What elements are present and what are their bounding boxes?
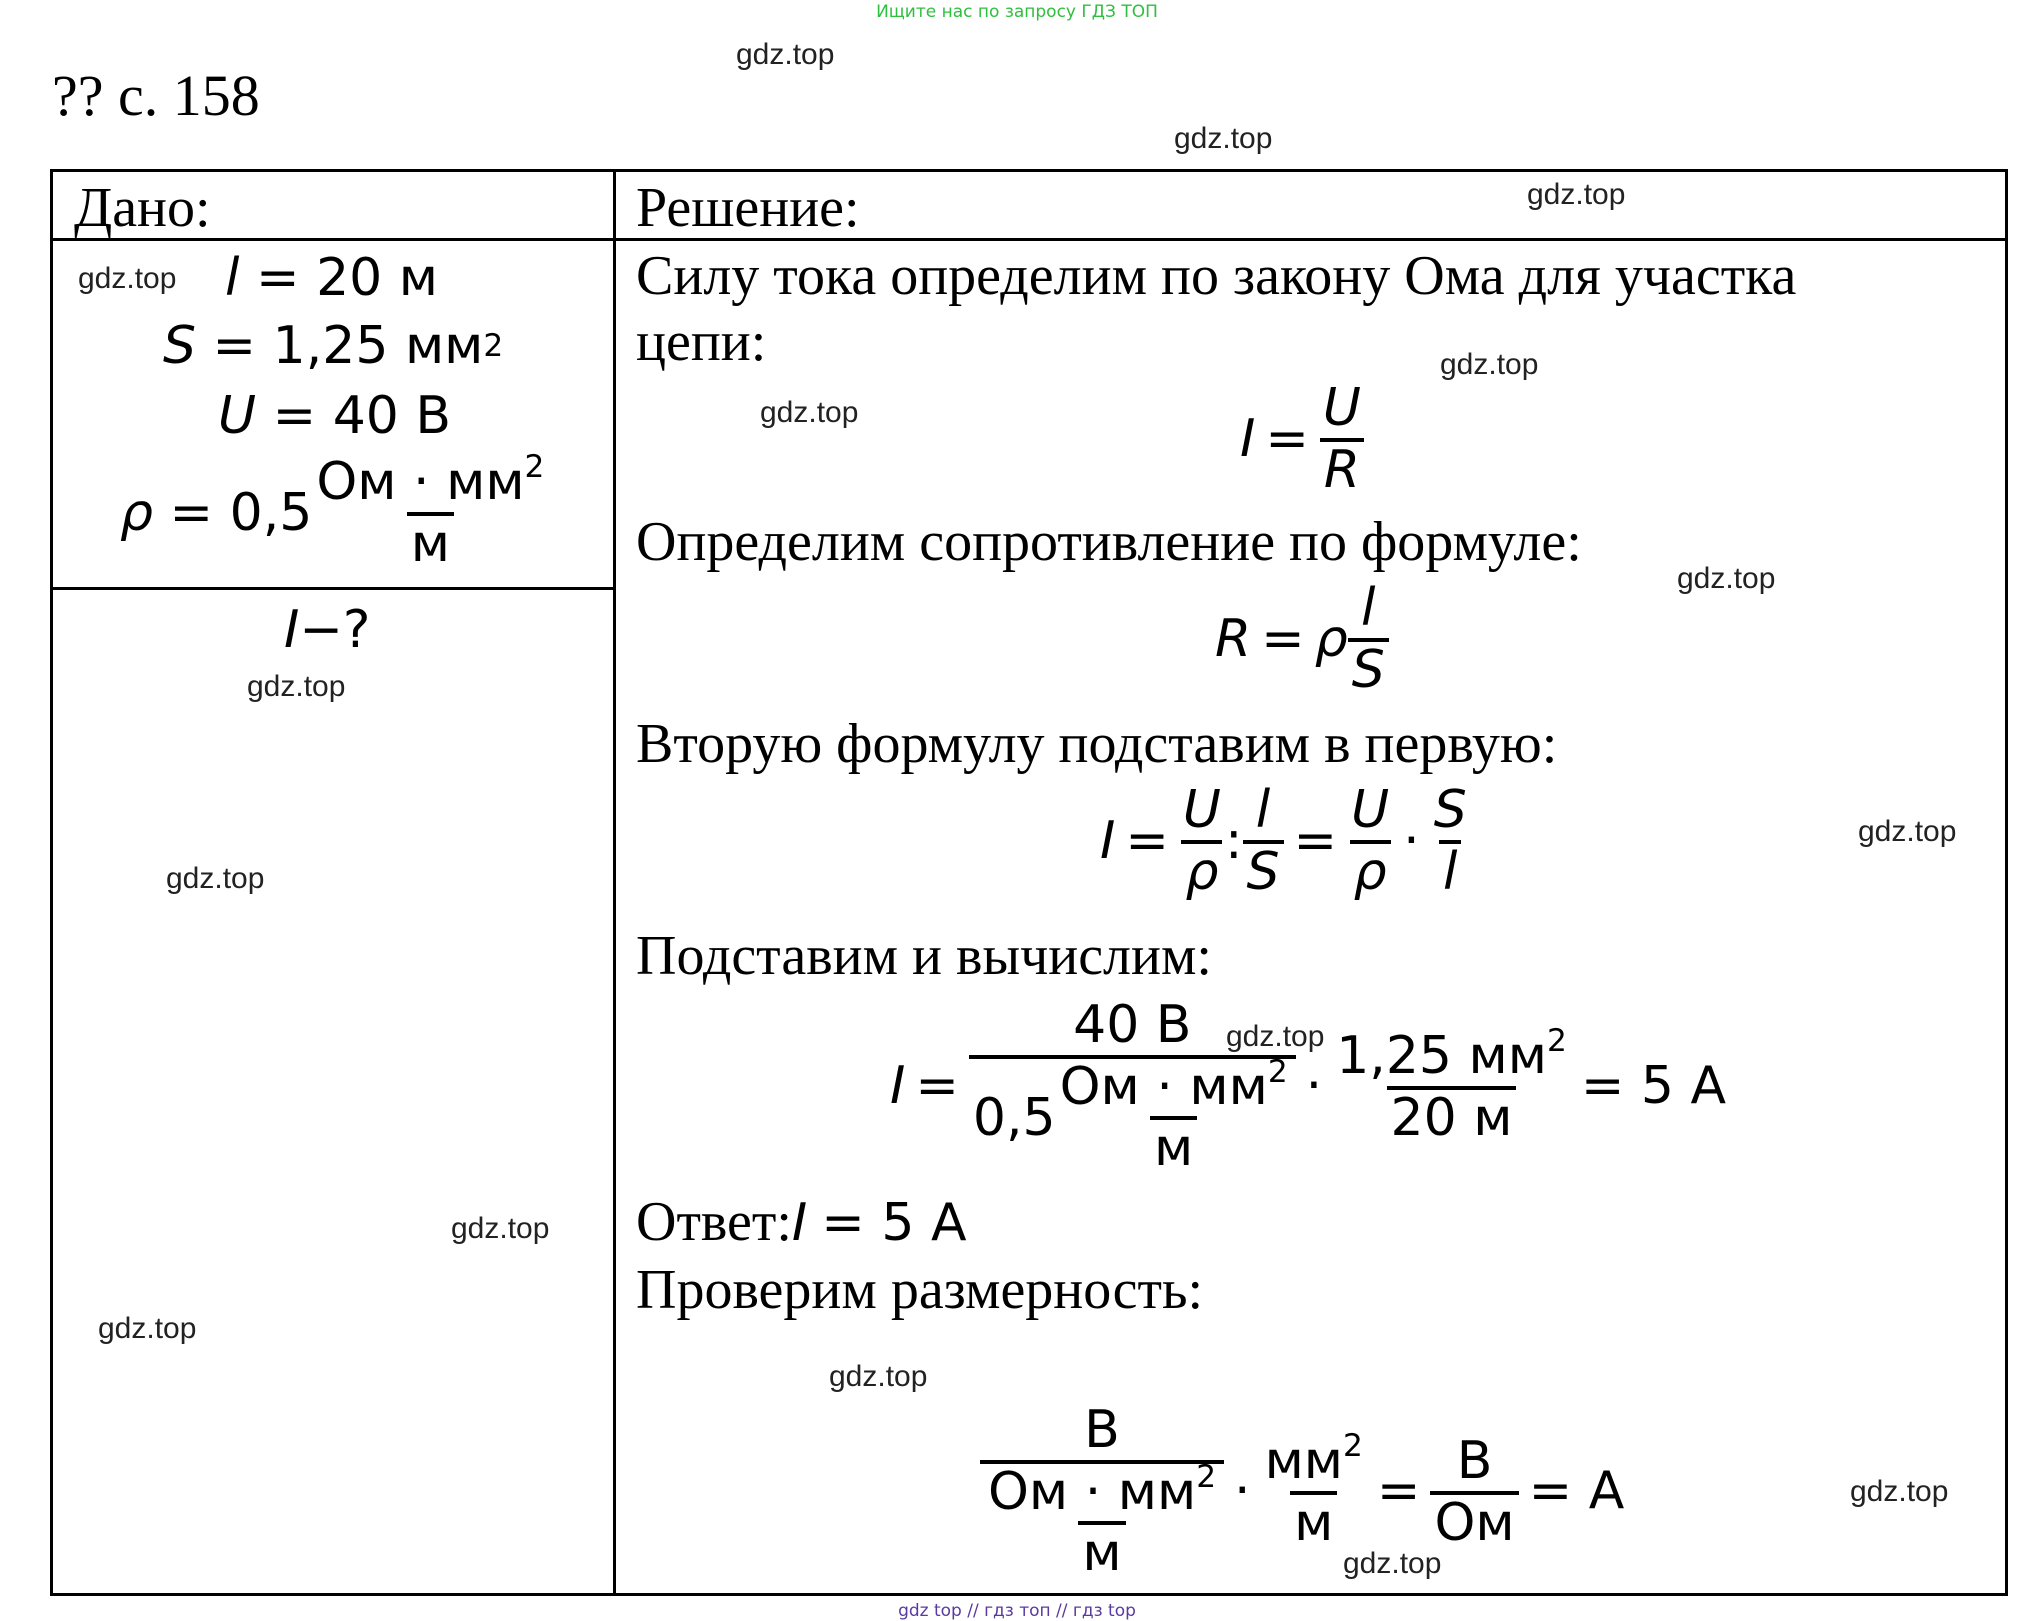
given-voltage (218, 386, 451, 446)
formula-sub-b-num: l (1255, 780, 1271, 840)
answer-value: = 5 А (821, 1193, 967, 1253)
formula-resistance-rho: ρ (1314, 608, 1348, 669)
formula-units-b-exp: 2 (1343, 1427, 1363, 1464)
watermark: gdz.top (1677, 562, 1776, 595)
formula-calc-lhs: I (890, 1056, 906, 1117)
formula-sub-a-num: U (1182, 780, 1221, 840)
formula-calc-num-2: 1,25 мм (1336, 1025, 1547, 1086)
watermark: gdz.top (166, 862, 265, 895)
formula-ohm-lhs: I (1240, 408, 1256, 469)
formula-ohm-fraction (1319, 378, 1365, 499)
table-header-divider (50, 238, 2008, 241)
table-border-top (50, 169, 2008, 172)
formula-sub-a-den: ρ (1181, 840, 1222, 901)
watermark: gdz.top (829, 1360, 928, 1393)
formula-ohm-num: U (1322, 378, 1361, 438)
find-text: −? (299, 600, 371, 660)
given-area-value: = 1,25 мм (212, 316, 484, 376)
watermark: gdz.top (1343, 1547, 1442, 1580)
watermark: gdz.top (1527, 178, 1626, 211)
formula-sub-c-num: U (1351, 780, 1390, 840)
watermark: gdz.top (78, 262, 177, 295)
formula-sub-frac-d (1430, 780, 1471, 901)
given-rho-numerator-exp: 2 (524, 449, 545, 486)
formula-substituted: I = $\frac{U}{\rho}$ : $\frac{l}{S}$ = $\frac{U}{\rho}$ · $\frac{S}{l}$ (1100, 780, 1471, 901)
watermark: gdz.top (760, 396, 859, 429)
formula-units-c-num: В (1456, 1430, 1493, 1491)
find-unknown (284, 600, 371, 660)
formula-sub-d-num: S (1433, 780, 1467, 840)
given-rho-value: = 0,5 (169, 482, 313, 543)
solution-para-3: Вторую формулу подставим в первую: (636, 713, 1558, 775)
formula-calculation: I = 40 В 0,5 $\frac{Ом \cdot мм^2}{м}$ · $\frac{1,25 мм^2}{20 м}$ = 5 А (890, 995, 1727, 1179)
given-length-value: = 20 м (255, 248, 439, 308)
formula-units-frac-c (1430, 1431, 1518, 1552)
given-length-var: l (225, 248, 240, 308)
answer-var: I (791, 1193, 808, 1253)
formula-ohm: I = $\frac{U}{R}$ (1240, 378, 1365, 499)
watermark: gdz.top (451, 1212, 550, 1245)
given-find-divider (50, 587, 616, 590)
answer-label: Ответ: (636, 1191, 792, 1253)
formula-resistance-num: l (1361, 578, 1376, 638)
formula-units-frac-b (1261, 1427, 1367, 1553)
formula-calc-den-fraction (1056, 1054, 1292, 1179)
formula-sub-frac-b (1243, 780, 1284, 901)
table-border-bottom (50, 1593, 2008, 1596)
given-voltage-value: = 40 В (272, 386, 452, 446)
given-voltage-var: U (218, 386, 257, 446)
watermark: gdz.top (1440, 348, 1539, 381)
formula-resistance-fraction (1348, 578, 1389, 699)
given-title: Дано: (74, 177, 211, 239)
watermark: gdz.top (98, 1312, 197, 1345)
formula-units-a-den-exp: 2 (1196, 1459, 1217, 1496)
formula-units-b-num: мм (1264, 1430, 1344, 1491)
formula-sub-d-den: l (1439, 840, 1461, 901)
watermark: gdz.top (1226, 1020, 1325, 1053)
watermark: gdz.top (247, 670, 346, 703)
formula-resistance-den: S (1348, 638, 1389, 699)
formula-units-frac-a (980, 1400, 1224, 1582)
find-var: I (284, 600, 300, 660)
table-border-left (50, 169, 53, 1596)
formula-calc-result: = 5 А (1580, 1056, 1727, 1117)
watermark: gdz.top (1174, 122, 1273, 155)
formula-units-a-den-fraction (984, 1459, 1220, 1584)
formula-sub-lhs: I (1100, 810, 1116, 871)
given-rho-var: ρ (120, 482, 154, 543)
watermark: gdz.top (1858, 815, 1957, 848)
formula-units-a-num: В (1084, 1400, 1120, 1460)
formula-calc-den-num: Ом · мм (1059, 1057, 1268, 1117)
formula-calc-num-1: 40 В (1073, 995, 1192, 1055)
formula-resistance-lhs: R (1215, 608, 1252, 669)
given-rho-denominator: м (407, 512, 454, 573)
formula-calc-den-coef: 0,5 (972, 1087, 1056, 1148)
table-border-right (2005, 169, 2008, 1596)
given-rho-fraction (312, 449, 548, 574)
given-area-var: S (163, 316, 197, 376)
formula-units-a-den-den: м (1078, 1521, 1125, 1582)
footer-text: gdz top // гдз топ // гдз top (898, 1601, 1136, 1621)
page-reference: ?? с. 158 (52, 63, 260, 128)
formula-calc-den-den: м (1150, 1116, 1197, 1177)
formula-ohm-den: R (1320, 438, 1364, 499)
formula-sub-frac-a (1179, 780, 1225, 901)
formula-calc-den-2: 20 м (1387, 1086, 1517, 1147)
given-length (225, 248, 438, 308)
given-area: S = 1,25 мм 2 (163, 316, 504, 376)
solution-para-5: Проверим размерность: (636, 1259, 1204, 1321)
watermark: gdz.top (1850, 1475, 1949, 1508)
formula-units-result: = А (1528, 1461, 1625, 1522)
solution-title: Решение: (636, 177, 860, 239)
solution-para-1a: Силу тока определим по закону Ома для участка (636, 245, 1797, 307)
solution-para-1b: цепи: (636, 311, 767, 373)
formula-sub-b-den: S (1243, 840, 1284, 901)
table-column-divider (613, 169, 616, 1596)
formula-units-b-den: м (1290, 1491, 1337, 1552)
formula-calc-num-2-exp: 2 (1546, 1022, 1567, 1059)
formula-sub-c-den: ρ (1350, 840, 1391, 901)
formula-resistance: R = ρ $\frac{l}{S}$ (1215, 578, 1389, 699)
solution-para-4: Подставим и вычислим: (636, 925, 1212, 987)
formula-sub-frac-c (1347, 780, 1393, 901)
formula-calc-frac-2 (1332, 1022, 1571, 1148)
formula-units: $\frac{В}{\frac{Ом \cdot мм^2}{м}}$ · $\frac{мм^2}{м}$ = $\frac{В}{Ом}$ = А (980, 1400, 1634, 1582)
top-banner: Ищите нас по запросу ГДЗ ТОП (876, 2, 1158, 22)
answer-line (636, 1190, 967, 1254)
given-resistivity (120, 449, 548, 574)
watermark: gdz.top (736, 38, 835, 71)
given-rho-numerator: Ом · мм (316, 452, 525, 512)
solution-para-2: Определим сопротивление по формуле: (636, 511, 1582, 573)
formula-units-a-den-num: Ом · мм (988, 1462, 1197, 1522)
formula-units-c-den: Ом (1430, 1491, 1518, 1552)
formula-calc-den-num-exp: 2 (1267, 1054, 1288, 1091)
